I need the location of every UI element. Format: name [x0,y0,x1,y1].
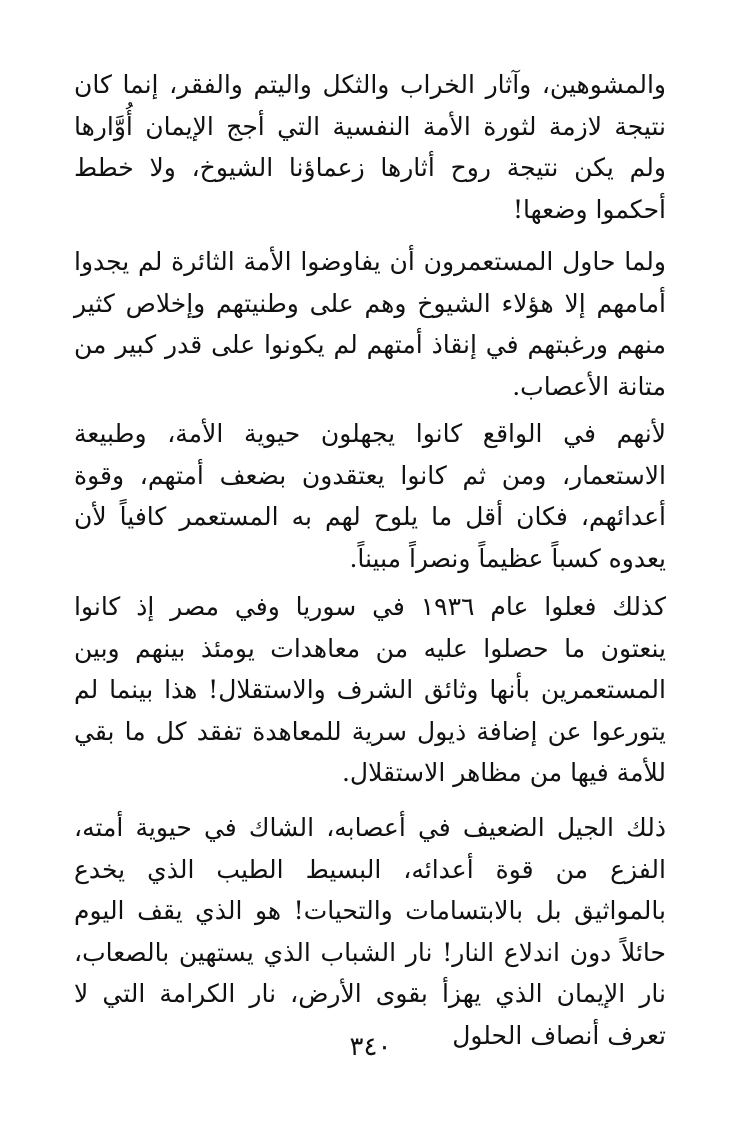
paragraph-4: كذلك فعلوا عام ١٩٣٦ في سوريا وفي مصر إذ كانوا ينعتون ما حصلوا عليه من معاهدات يومئذ بينهم وبين المستعمرين بأنها وثائق الشرف والاستقلال! هذا بينما لم يتورعوا عن إضافة ذيول سرية للمعاهدة تفقد كل ما بقي للأمة فيها من مظاهر الاستقلال. [74,592,666,787]
paragraph-3: لأنهم في الواقع كانوا يجهلون حيوية الأمة، وطبيعة الاستعمار، ومن ثم كانوا يعتقدون بضعف أمتهم، وقوة أعدائهم، فكان أقل ما يلوح لهم به المستعمر كافياً لأن يعدوه كسباً عظيماً ونصراً مبيناً. [74,419,666,573]
paragraph-2: ولما حاول المستعمرون أن يفاوضوا الأمة الثائرة لم يجدوا أمامهم إلا هؤلاء الشيوخ وهم على وطنيتهم وإخلاص كثير منهم ورغبتهم في إنقاذ أمتهم لم يكونوا على قدر كبير من متانة الأعصاب. [74,247,666,401]
page-number: ٣٤٠ [349,1032,392,1062]
paragraph-5: ذلك الجيل الضعيف في أعصابه، الشاك في حيوية أمته، الفزع من قوة أعدائه، البسيط الطيب الذي يخدع بالمواثيق بل بالابتسامات والتحيات! هو الذي يقف اليوم حائلاً دون اندلاع النار! نار الشباب الذي يستهين بالصعاب، نار الإيمان الذي يهزأ بقوى الأرض، نار الكرامة التي لا تعرف أنصاف الحلول [74,813,666,1050]
paragraph-1: والمشوهين، وآثار الخراب والثكل واليتم والفقر، إنما كان نتيجة لازمة لثورة الأمة النفسية التي أجج الإيمان أُوَّارها ولم يكن نتيجة روح أثارها زعماؤنا الشيوخ، ولا خطط أحكموا وضعها! [74,70,666,224]
